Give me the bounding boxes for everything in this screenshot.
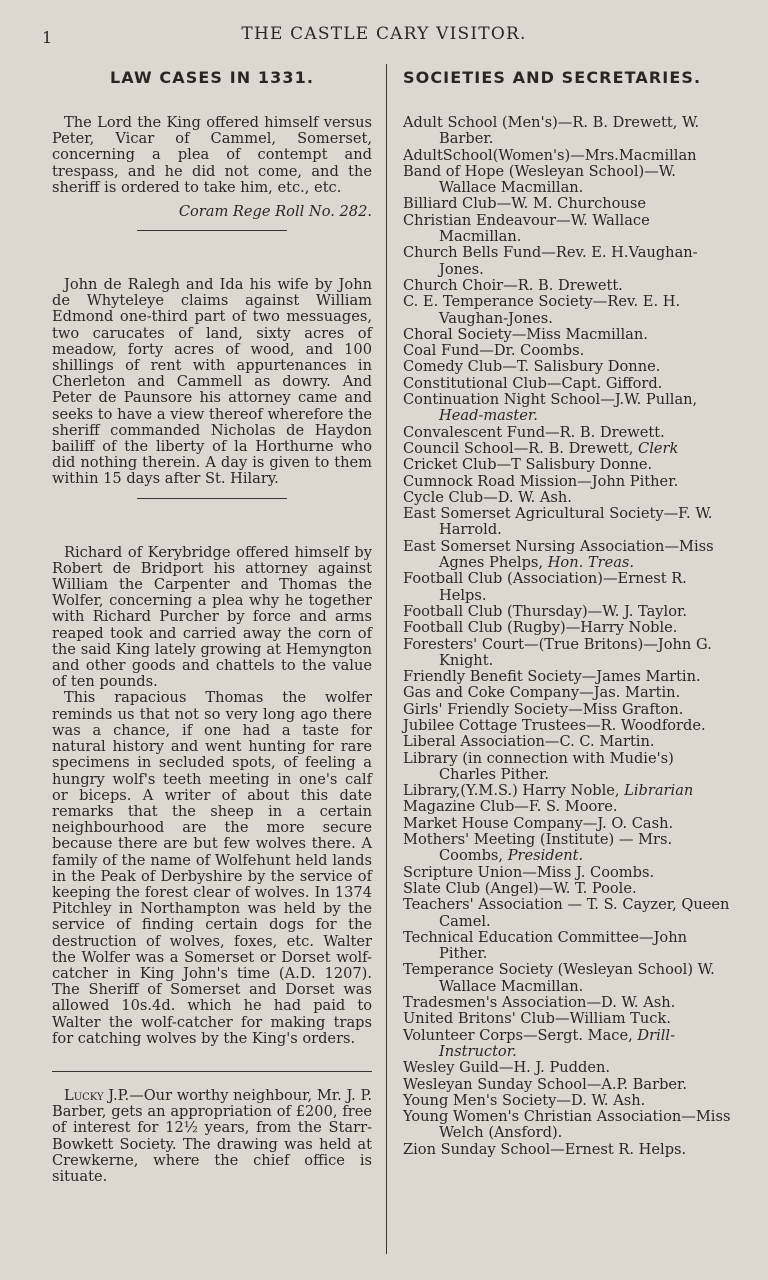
society-entry	[403, 1077, 733, 1093]
society-entry-text: Christian Endeavour—W. Wallace Macmillan.	[403, 211, 650, 246]
society-role: Librarian	[624, 782, 694, 800]
society-entry	[403, 213, 733, 246]
society-entry	[403, 783, 733, 799]
society-entry	[403, 148, 733, 164]
society-entry-text: Jubilee Cottage Trustees—R. Woodforde.	[403, 716, 706, 734]
society-entry-text: Library (in connection with Mudie's) Charles Pither.	[403, 749, 674, 783]
society-entry	[403, 1060, 733, 1076]
society-entry-text: East Somerset Agricultural Society—F. W. Harrold.	[403, 505, 713, 539]
society-entry	[403, 962, 733, 995]
page-number: 1	[42, 28, 53, 47]
section-rule	[137, 498, 287, 499]
society-entry	[403, 457, 733, 473]
section-rule	[52, 1071, 372, 1072]
society-entry-text: Cricket Club—T Salisbury Donne.	[403, 456, 653, 474]
society-entry-text: Tradesmen's Association—D. W. Ash.	[403, 994, 676, 1012]
society-entry-text: Wesley Guild—H. J. Pudden.	[403, 1059, 611, 1077]
society-entry-text: Girls' Friendly Society—Miss Grafton.	[403, 700, 684, 718]
lucky-jp-body: —Our worthy neighbour, Mr. J. P. Barber, gets an appropriation of £200, free of interest for 12½ years, from the Starr-Bowkett Society. The drawing was held at Crewkerne, where the chief office is situate.	[52, 1086, 372, 1185]
society-entry	[403, 294, 733, 327]
society-entry-text: Band of Hope (Wesleyan School)—W. Wallace Macmillan.	[403, 162, 676, 197]
society-entry	[403, 474, 733, 490]
society-entry-text: United Britons' Club—William Tuck.	[403, 1010, 671, 1028]
society-entry	[403, 734, 733, 750]
society-entry-text: Temperance Society (Wesleyan School) W. Wallace Macmillan.	[403, 961, 715, 995]
society-entry	[403, 718, 733, 734]
societies-title: SOCIETIES AND SECRETARIES.	[403, 68, 702, 87]
society-entry	[403, 245, 733, 278]
society-entry	[403, 1011, 733, 1027]
society-entry	[403, 620, 733, 636]
society-entry-text: Constitutional Club—Capt. Gifford.	[403, 374, 663, 392]
society-entry	[403, 930, 733, 963]
society-entry-text: Football Club (Thursday)—W. J. Taylor.	[403, 602, 687, 620]
law-case-1: The Lord the King offered himself versus Peter, Vicar of Cammel, Somerset, concerning a plea of contempt and trespass, and he did not come, and the sheriff is ordered to take him, etc., etc.	[52, 114, 372, 196]
society-entry	[403, 1028, 733, 1061]
society-entry	[403, 571, 733, 604]
society-entry-text: Liberal Association—C. C. Martin.	[403, 733, 655, 751]
society-role: Hon. Treas.	[547, 554, 635, 572]
society-entry-text: Continuation Night School—J.W. Pullan,	[403, 391, 698, 409]
society-entry-text: C. E. Temperance Society—Rev. E. H. Vaughan-Jones.	[403, 293, 681, 327]
society-entry	[403, 164, 733, 197]
society-entry-text: Football Club (Rugby)—Harry Noble.	[403, 619, 678, 637]
society-entry-text: Football Club (Association)—Ernest R. Helps.	[403, 570, 687, 604]
society-entry-text: Slate Club (Angel)—W. T. Poole.	[403, 879, 637, 897]
society-entry-text: Church Choir—R. B. Drewett.	[403, 276, 623, 294]
society-entry	[403, 816, 733, 832]
left-column	[52, 68, 372, 1185]
society-entry-text: Volunteer Corps—Sergt. Mace,	[403, 1026, 633, 1044]
law-case-2: John de Ralegh and Ida his wife by John de Whyteleye claims against William Edmond one-third part of two messuages, two carucates of land, sixty acres of meadow, forty acres of wood, and 100 shillings of rent with appurtenances in Cherleton and Cammell as dowry. And Peter de Paunsore his attorney came and seeks to have a view thereof wherefore the sheriff commanded Nicholas de Haydon bailiff of the liberty of la Horthurne who did nothing therein. A day is given to them within 15 days after St. Hilary.	[52, 276, 372, 488]
society-entry-text: Teachers' Association — T. S. Cayzer, Queen Camel.	[403, 896, 730, 930]
society-entry	[403, 604, 733, 620]
society-entry	[403, 441, 733, 457]
society-entry	[403, 865, 733, 881]
society-entry-text: Coal Fund—Dr. Coombs.	[403, 342, 585, 360]
society-entry-text: Mothers' Meeting (Institute) — Mrs. Coombs,	[403, 831, 673, 865]
society-entry-text: Comedy Club—T. Salisbury Donne.	[403, 358, 661, 376]
society-entry	[403, 637, 733, 670]
society-entry-text: East Somerset Nursing Association—Miss Agnes Phelps,	[403, 537, 714, 572]
society-entry	[403, 897, 733, 930]
society-entry	[403, 1109, 733, 1142]
lucky-jp-heading: Lucky J.P.	[64, 1086, 130, 1104]
law-case-3: Richard of Kerybridge offered himself by Robert de Bridport his attorney against William the Carpenter and Thomas the Wolfer, concerning a plea why he together with Richard Purcher by force and arms reaped took and carried away the corn of the said King lately growing at Hemyngton and other goods and chattels to the value of ten pounds.	[52, 543, 372, 691]
society-entry-text: Council School—R. B. Drewett,	[403, 439, 634, 457]
wolf-commentary: This rapacious Thomas the wolfer reminds us that not so very long ago there was a chance, if one had a taste for natural history and went hunting for rare specimens in secluded spots, of feeling a hungry wolf's teeth meeting in one's calf or biceps. A writer of about this date remarks that the sheep in a certain neighbourhood are the more secure because there are but few wolves there. A family of the name of Wolfehunt held lands in the Peak of Derbyshire by the service of keeping the forest clear of wolves. In 1374 Pitchley in Northampton was held by the service of finding certain dogs for the destruction of wolves, foxes, etc. Walter the Wolfer was a Somerset or Dorset wolf-catcher in King John's time (A.D. 1207). The Sheriff of Somerset and Dorset was allowed 10s.4d. which he had paid to Walter the wolf-catcher for making traps for catching wolves by the King's orders.	[52, 689, 372, 1047]
society-entry-text: Cumnock Road Mission—John Pither.	[403, 472, 679, 490]
society-role: Drill-Instructor.	[439, 1026, 676, 1060]
society-entry	[403, 995, 733, 1011]
society-entry-text: AdultSchool(Women's)—Mrs.Macmillan	[403, 146, 697, 164]
society-entry	[403, 196, 733, 212]
society-entry-text: Foresters' Court—(True Britons)—John G. Knight.	[403, 635, 712, 669]
society-entry-text: Market House Company—J. O. Cash.	[403, 814, 674, 832]
society-entry	[403, 343, 733, 359]
society-role: Clerk	[638, 439, 679, 457]
society-entry-text: Church Bells Fund—Rev. E. H.Vaughan-Jones.	[403, 244, 698, 278]
society-entry	[403, 278, 733, 294]
citation: Coram Rege Roll No. 282.	[178, 203, 372, 221]
society-entry	[403, 799, 733, 815]
society-entry-text: Friendly Benefit Society—James Martin.	[403, 668, 701, 686]
societies-list	[403, 115, 733, 1158]
society-entry-text: Convalescent Fund—R. B. Drewett.	[403, 423, 665, 441]
society-entry-text: Wesleyan Sunday School—A.P. Barber.	[403, 1075, 688, 1093]
society-entry-text: Zion Sunday School—Ernest R. Helps.	[403, 1140, 687, 1158]
society-role: President.	[507, 847, 584, 865]
society-entry-text: Young Women's Christian Association—Miss Welch (Ansford).	[403, 1108, 731, 1142]
society-entry-text: Magazine Club—F. S. Moore.	[403, 798, 618, 816]
society-entry	[403, 669, 733, 685]
section-rule	[137, 230, 287, 231]
column-divider	[386, 64, 387, 1254]
society-entry-text: Billiard Club—W. M. Churchouse	[403, 195, 646, 213]
society-entry-text: Scripture Union—Miss J. Coombs.	[403, 863, 655, 881]
society-entry	[403, 751, 733, 784]
society-role: Head-master.	[439, 407, 538, 425]
society-entry	[403, 832, 733, 865]
society-entry-text: Library,(Y.M.S.) Harry Noble,	[403, 782, 620, 800]
society-entry	[403, 881, 733, 897]
right-column	[403, 68, 733, 1158]
lucky-jp-paragraph	[52, 1088, 372, 1185]
society-entry-text: Gas and Coke Company—Jas. Martin.	[403, 684, 681, 702]
society-entry-text: Technical Education Committee—John Pither.	[403, 928, 688, 963]
society-entry	[403, 1142, 733, 1158]
society-entry	[403, 115, 733, 148]
society-entry-text: Young Men's Society—D. W. Ash.	[403, 1091, 646, 1109]
society-entry	[403, 539, 733, 572]
society-entry-text: Adult School (Men's)—R. B. Drewett, W. Barber.	[403, 114, 700, 148]
society-entry	[403, 359, 733, 375]
society-entry	[403, 376, 733, 392]
law-cases-title: LAW CASES IN 1331.	[109, 68, 315, 87]
society-entry-text: Choral Society—Miss Macmillan.	[403, 325, 648, 343]
society-entry	[403, 702, 733, 718]
society-entry	[403, 506, 733, 539]
society-entry-text: Cycle Club—D. W. Ash.	[403, 488, 572, 506]
society-entry	[403, 490, 733, 506]
society-entry	[403, 425, 733, 441]
society-entry	[403, 1093, 733, 1109]
society-entry	[403, 392, 733, 425]
running-head: THE CASTLE CARY VISITOR.	[241, 24, 527, 44]
society-entry	[403, 327, 733, 343]
society-entry	[403, 685, 733, 701]
